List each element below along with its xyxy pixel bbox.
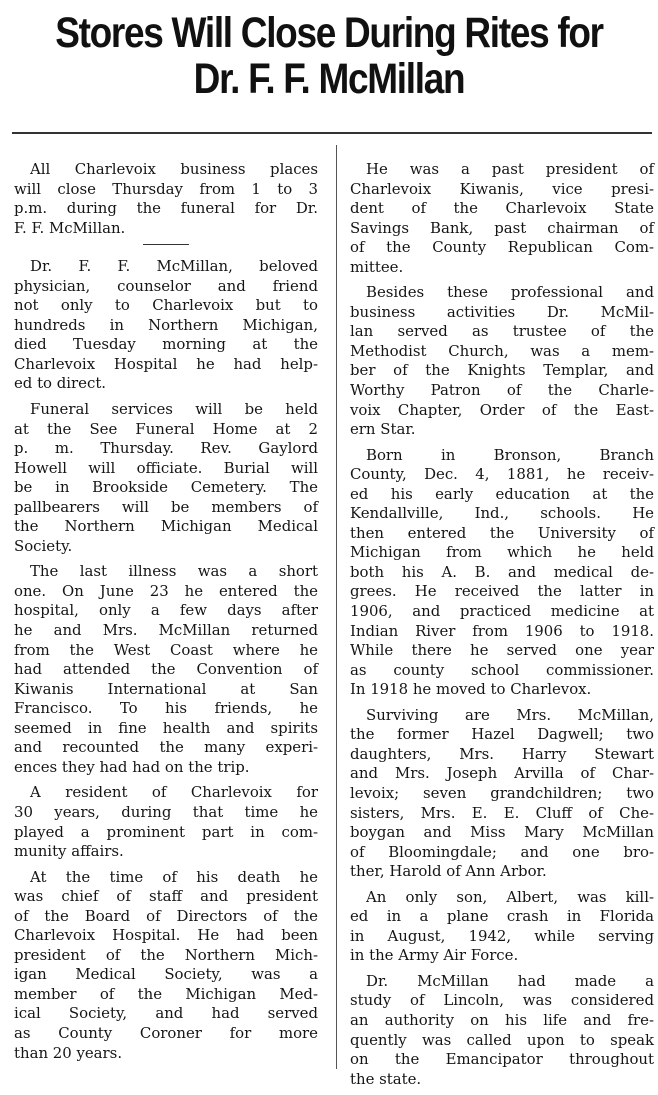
text-line: An only son, Albert, was kill- <box>366 887 654 906</box>
text-line: p.m. during the funeral for Dr. <box>14 199 318 218</box>
article-paragraph <box>14 783 318 861</box>
text-line: Kiwanis International at San <box>14 679 318 698</box>
text-line: than 20 years. <box>14 1043 123 1062</box>
text-line: Born in Bronson, Branch <box>366 445 654 464</box>
text-line: at the See Funeral Home at 2 <box>14 419 318 438</box>
section-rule <box>143 244 189 245</box>
text-line: seemed in fine health and spirits <box>14 718 318 737</box>
article-paragraph <box>14 868 318 1063</box>
text-line: Savings Bank, past chairman of <box>350 218 654 237</box>
text-line: in August, 1942, while serving <box>350 926 654 945</box>
text-line: sisters, Mrs. E. E. Cluff of Che- <box>350 803 654 822</box>
text-line: study of Lincoln, was considered <box>350 991 654 1010</box>
text-line: Michigan from which he held <box>350 543 654 562</box>
text-line: from the West Coast where he <box>14 640 318 659</box>
article-paragraph <box>350 706 654 882</box>
text-line: the state. <box>350 1069 422 1088</box>
text-line: was chief of staff and president <box>14 887 318 906</box>
text-line: quently was called upon to speak <box>350 1030 654 1049</box>
text-line: be in Brookside Cemetery. The <box>14 478 318 497</box>
text-line: he and Mrs. McMillan returned <box>14 621 318 640</box>
text-line: hospital, only a few days after <box>14 601 318 620</box>
text-line: Howell will officiate. Burial will <box>14 458 318 477</box>
text-line: ences they had had on the trip. <box>14 757 250 776</box>
text-line: one. On June 23 he entered the <box>14 581 318 600</box>
text-line: on the Emancipator throughout <box>350 1050 654 1069</box>
left-column <box>14 160 318 1069</box>
text-line: Society. <box>14 536 73 555</box>
text-line: Kendallville, Ind., schools. He <box>350 504 654 523</box>
article-paragraph <box>350 972 654 1089</box>
text-line: ed in a plane crash in Florida <box>350 907 654 926</box>
article-paragraph <box>350 888 654 966</box>
text-line: died Tuesday morning at the <box>14 335 318 354</box>
headline-line-2: Dr. F. F. McMillan <box>193 55 465 103</box>
text-line: boygan and Miss Mary McMillan <box>350 823 654 842</box>
text-line: levoix; seven grandchildren; two <box>350 783 654 802</box>
text-line: Indian River from 1906 to 1918. <box>350 621 654 640</box>
text-line: 1906, and practiced medicine at <box>350 602 654 621</box>
article-paragraph <box>14 400 318 556</box>
text-line: and recounted the many experi- <box>14 738 318 757</box>
text-line: 30 years, during that time he <box>14 802 318 821</box>
text-line: Worthy Patron of the Charle- <box>350 381 654 400</box>
article-paragraph <box>350 446 654 700</box>
text-line: will close Thursday from 1 to 3 <box>14 179 318 198</box>
text-line: F. F. McMillan. <box>14 218 126 237</box>
text-line: as County Coroner for more <box>14 1023 318 1042</box>
text-line: He was a past president of <box>366 160 654 178</box>
article-paragraph <box>14 160 318 238</box>
text-line: not only to Charlevoix but to <box>14 296 318 315</box>
right-column <box>350 160 654 1095</box>
text-line: business activities Dr. McMil- <box>350 302 654 321</box>
article-paragraph <box>14 562 318 777</box>
text-line: At the time of his death he <box>30 867 318 886</box>
text-line: voix Chapter, Order of the East- <box>350 400 654 419</box>
text-line: lan served as trustee of the <box>350 322 654 341</box>
text-line: pallbearers will be members of <box>14 497 318 516</box>
text-line: Charlevoix Kiwanis, vice presi- <box>350 179 654 198</box>
text-line: of the Board of Directors of the <box>14 906 318 925</box>
text-line: ed his early education at the <box>350 484 654 503</box>
text-line: In 1918 he moved to Charlevox. <box>350 680 592 699</box>
text-line: ical Society, and had served <box>14 1004 318 1023</box>
article-paragraph <box>350 283 654 439</box>
text-line: Besides these professional and <box>366 283 654 302</box>
text-line: Charlevoix Hospital. He had been <box>14 926 318 945</box>
text-line: physician, counselor and friend <box>14 276 318 295</box>
headline-line-1: Stores Will Close During Rites for <box>55 9 603 57</box>
text-line: daughters, Mrs. Harry Stewart <box>350 744 654 763</box>
text-line: p. m. Thursday. Rev. Gaylord <box>14 439 318 458</box>
text-line: hundreds in Northern Michigan, <box>14 315 318 334</box>
text-line: Surviving are Mrs. McMillan, <box>366 705 654 724</box>
text-line: Dr. McMillan had made a <box>366 971 654 990</box>
text-line: ber of the Knights Templar, and <box>350 361 654 380</box>
text-line: The last illness was a short <box>30 562 318 581</box>
text-line: an authority on his life and fre- <box>350 1010 654 1029</box>
text-line: in the Army Air Force. <box>350 946 519 965</box>
text-line: then entered the University of <box>350 523 654 542</box>
text-line: ern Star. <box>350 420 416 439</box>
text-line: Francisco. To his friends, he <box>14 699 318 718</box>
text-line: dent of the Charlevoix State <box>350 199 654 218</box>
text-line: While there he served one year <box>350 641 654 660</box>
text-line: the former Hazel Dagwell; two <box>350 725 654 744</box>
text-line: Methodist Church, was a mem- <box>350 341 654 360</box>
text-line: Funeral services will be held <box>30 400 318 419</box>
text-line: president of the Northern Mich- <box>14 945 318 964</box>
text-line: mittee. <box>350 257 404 276</box>
article-paragraph <box>350 160 654 277</box>
text-line: A resident of Charlevoix for <box>30 783 318 802</box>
text-line: and Mrs. Joseph Arvilla of Char- <box>350 764 654 783</box>
text-line: igan Medical Society, was a <box>14 965 318 984</box>
headline-rule <box>12 132 652 134</box>
text-line: Charlevoix Hospital he had help- <box>14 354 318 373</box>
text-line: both his A. B. and medical de- <box>350 562 654 581</box>
article-paragraph <box>14 257 318 394</box>
text-line: ed to direct. <box>14 374 107 393</box>
text-line: County, Dec. 4, 1881, he receiv- <box>350 465 654 484</box>
text-line: grees. He received the latter in <box>350 582 654 601</box>
text-line: of the County Republican Com- <box>350 238 654 257</box>
text-line: Dr. F. F. McMillan, beloved <box>30 257 318 276</box>
text-line: ther, Harold of Ann Arbor. <box>350 862 547 881</box>
column-divider <box>336 145 337 1069</box>
text-line: played a prominent part in com- <box>14 822 318 841</box>
text-line: munity affairs. <box>14 842 124 861</box>
text-line: as county school commissioner. <box>350 660 654 679</box>
headline <box>46 0 612 102</box>
text-line: member of the Michigan Med- <box>14 984 318 1003</box>
text-line: of Bloomingdale; and one bro- <box>350 842 654 861</box>
text-line: the Northern Michigan Medical <box>14 517 318 536</box>
text-line: had attended the Convention of <box>14 660 318 679</box>
text-line: All Charlevoix business places <box>30 160 318 178</box>
